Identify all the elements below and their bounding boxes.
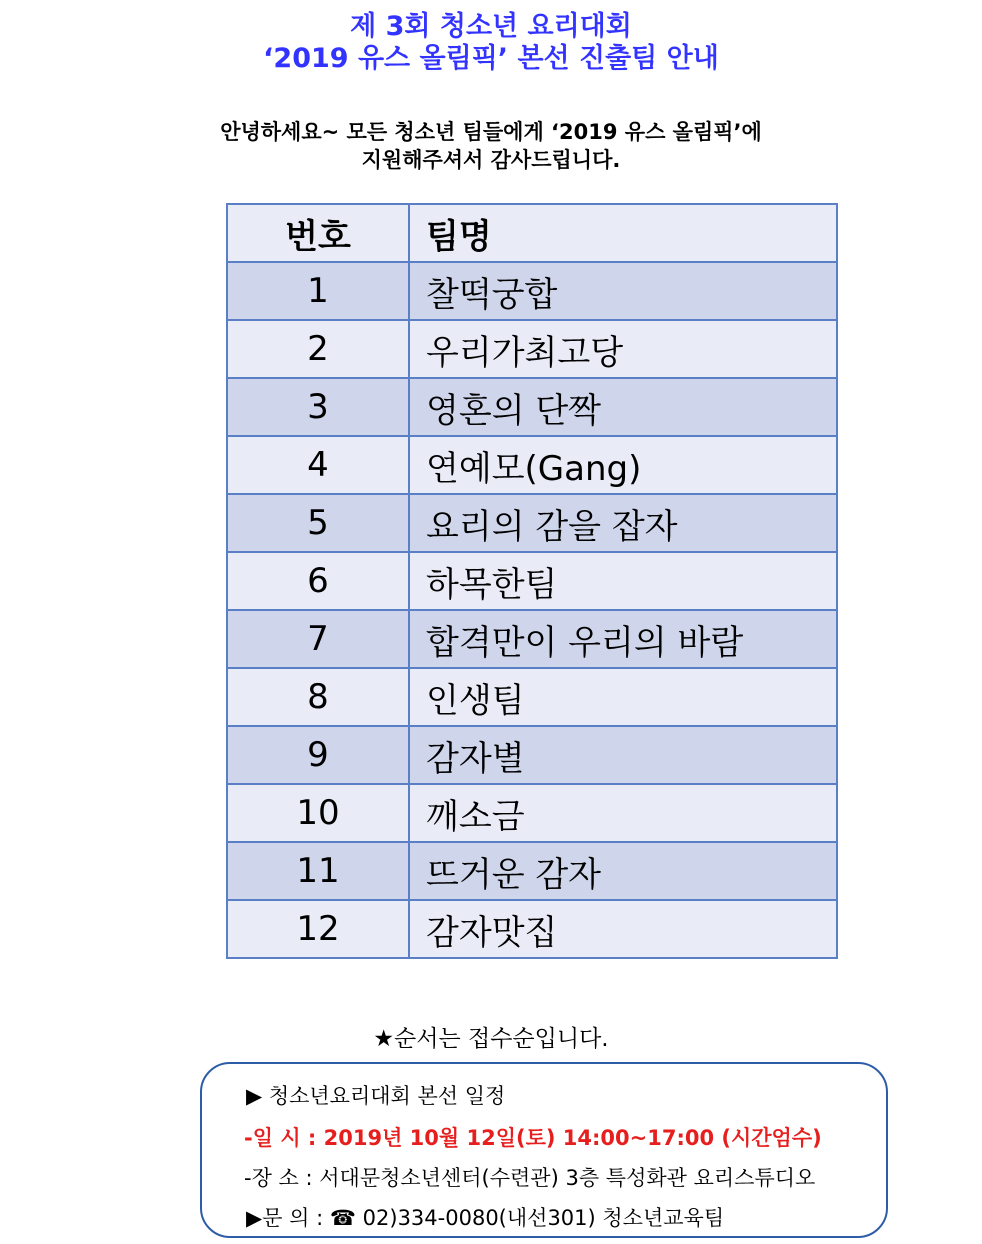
- page-title-line1: 제 3회 청소년 요리대회: [350, 11, 632, 42]
- team-number: 6: [227, 552, 409, 610]
- team-number: 10: [227, 784, 409, 842]
- table-row: [227, 494, 837, 552]
- schedule-contact: ▶문 의 : ☎ 02)334-0080(내선301) 청소년교육팀: [246, 1206, 725, 1230]
- team-name: 감자맛집: [409, 900, 837, 958]
- greeting-line2: 지원해주셔서 감사드립니다.: [361, 148, 621, 172]
- team-number: 11: [227, 842, 409, 900]
- schedule-place: -장 소 : 서대문청소년센터(수련관) 3층 특성화관 요리스튜디오: [244, 1166, 816, 1190]
- team-name: 인생팀: [409, 668, 837, 726]
- team-name: 하목한팀: [409, 552, 837, 610]
- team-name: 합격만이 우리의 바람: [409, 610, 837, 668]
- team-name: 요리의 감을 잡자: [409, 494, 837, 552]
- table-row: [227, 900, 837, 958]
- table-row: [227, 378, 837, 436]
- team-name: 영혼의 단짝: [409, 378, 837, 436]
- team-number: 1: [227, 262, 409, 320]
- team-name: 찰떡궁합: [409, 262, 837, 320]
- team-number: 8: [227, 668, 409, 726]
- table-header-row: [227, 204, 837, 262]
- table-row: [227, 842, 837, 900]
- team-number: 4: [227, 436, 409, 494]
- teams-table: [226, 203, 838, 959]
- team-name: 연예모(Gang): [409, 436, 837, 494]
- table-row: [227, 436, 837, 494]
- order-note: ★순서는 접수순입니다.: [373, 1026, 609, 1052]
- team-number: 5: [227, 494, 409, 552]
- header-number: 번호: [227, 204, 409, 262]
- table-row: [227, 784, 837, 842]
- table-row: [227, 726, 837, 784]
- header-team-name: 팀명: [409, 204, 837, 262]
- table-row: [227, 610, 837, 668]
- table-row: [227, 262, 837, 320]
- table-row: [227, 320, 837, 378]
- table-row: [227, 668, 837, 726]
- team-number: 7: [227, 610, 409, 668]
- team-name: 깨소금: [409, 784, 837, 842]
- team-number: 3: [227, 378, 409, 436]
- table-row: [227, 552, 837, 610]
- team-name: 우리가최고당: [409, 320, 837, 378]
- schedule-heading: ▶ 청소년요리대회 본선 일정: [246, 1084, 506, 1108]
- greeting-line1: 안녕하세요~ 모든 청소년 팀들에게 ‘2019 유스 올림픽’에: [220, 120, 762, 144]
- schedule-datetime: -일 시 : 2019년 10월 12일(토) 14:00~17:00 (시간엄수): [244, 1126, 822, 1150]
- page-title-line2: ‘2019 유스 올림픽’ 본선 진출팀 안내: [263, 43, 719, 74]
- team-number: 2: [227, 320, 409, 378]
- team-name: 뜨거운 감자: [409, 842, 837, 900]
- team-name: 감자별: [409, 726, 837, 784]
- team-number: 12: [227, 900, 409, 958]
- team-number: 9: [227, 726, 409, 784]
- schedule-info-box: [200, 1062, 888, 1238]
